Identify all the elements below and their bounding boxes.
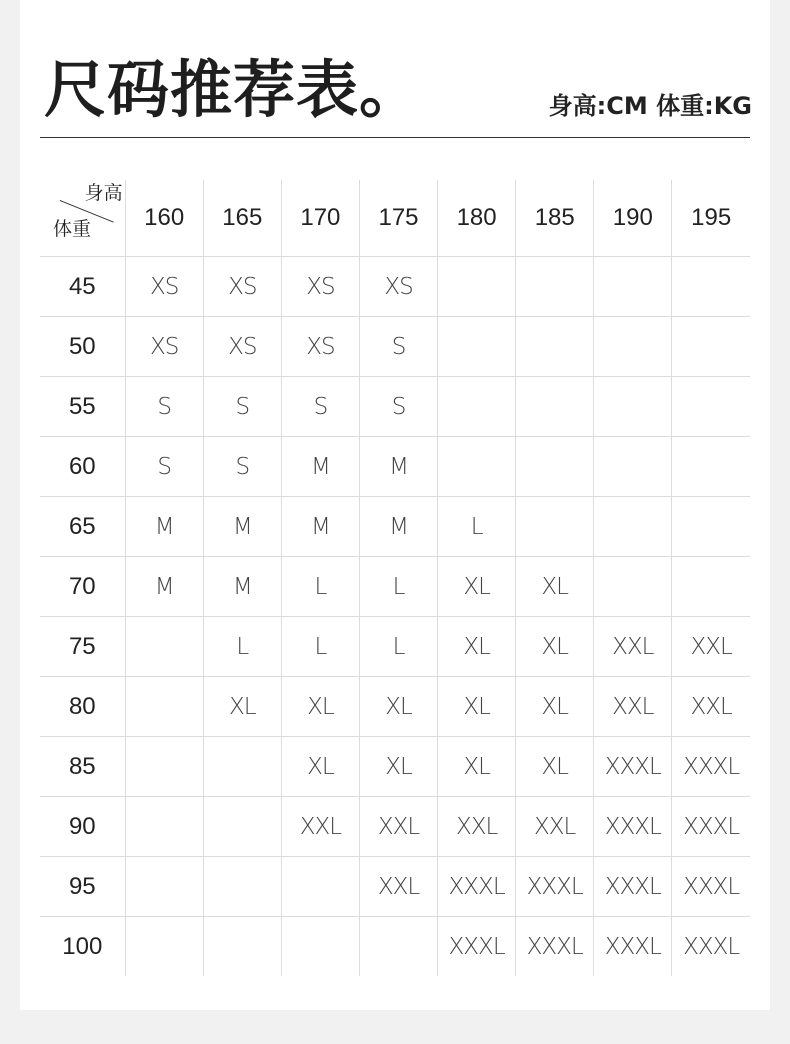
size-cell: XXL xyxy=(672,677,750,737)
size-cell xyxy=(594,377,672,437)
size-cell: M xyxy=(359,497,437,557)
size-cell xyxy=(594,557,672,617)
size-cell xyxy=(672,257,750,317)
size-cell: XS xyxy=(125,257,203,317)
size-cell: XXL xyxy=(438,797,516,857)
table-row xyxy=(40,737,750,797)
weight-row-label: 75 xyxy=(40,617,125,677)
size-cell: XXXL xyxy=(683,933,740,960)
size-cell xyxy=(438,377,516,437)
size-cell: XXXL xyxy=(672,737,750,797)
weight-row-label: 55 xyxy=(40,377,125,437)
size-cell: XXXL xyxy=(516,857,594,917)
size-cell: M xyxy=(281,437,359,497)
size-cell: XL xyxy=(438,557,516,617)
weight-row-label: 90 xyxy=(40,797,125,857)
table-row xyxy=(40,437,750,497)
size-cell xyxy=(516,257,594,317)
size-cell: S xyxy=(281,377,359,437)
table-row xyxy=(40,377,750,437)
size-cell xyxy=(281,917,359,977)
size-cell: XL xyxy=(438,737,516,797)
height-header-cell: 165 xyxy=(203,180,281,257)
table-row xyxy=(40,917,750,977)
size-cell: L xyxy=(281,557,359,617)
size-cell: M xyxy=(125,497,203,557)
size-cell: L xyxy=(359,617,437,677)
size-cell: XXL xyxy=(359,857,437,917)
size-cell: XL xyxy=(281,737,359,797)
table-row xyxy=(40,317,750,377)
size-chart-card xyxy=(20,0,770,1010)
size-cell xyxy=(516,317,594,377)
size-cell xyxy=(438,437,516,497)
size-cell: XL xyxy=(359,677,437,737)
size-cell: XS xyxy=(125,317,203,377)
size-cell: XS xyxy=(203,317,281,377)
size-cell: XL xyxy=(281,677,359,737)
size-cell: XL xyxy=(438,677,516,737)
weight-row-label: 65 xyxy=(40,497,125,557)
size-cell xyxy=(125,617,203,677)
corner-weight-label: 体重 xyxy=(53,218,92,240)
size-cell xyxy=(203,797,281,857)
size-cell: XS xyxy=(281,317,359,377)
weight-row-label: 50 xyxy=(40,317,125,377)
size-cell: XS xyxy=(203,257,281,317)
size-cell xyxy=(672,437,750,497)
size-cell xyxy=(359,917,437,977)
size-cell: XXL xyxy=(281,797,359,857)
size-cell xyxy=(125,857,203,917)
size-cell: L xyxy=(359,557,437,617)
height-header-cell: 160 xyxy=(125,180,203,257)
table-body xyxy=(40,257,750,977)
size-cell: XXL xyxy=(516,797,594,857)
size-cell: XL xyxy=(438,617,516,677)
size-cell xyxy=(281,857,359,917)
size-cell: XL xyxy=(516,737,594,797)
size-cell xyxy=(672,497,750,557)
size-cell: XXL xyxy=(359,797,437,857)
size-cell xyxy=(203,737,281,797)
title-divider xyxy=(40,137,750,138)
size-cell: XXXL xyxy=(594,857,672,917)
size-cell xyxy=(516,437,594,497)
size-cell: L xyxy=(281,617,359,677)
size-cell xyxy=(594,497,672,557)
size-cell: S xyxy=(359,377,437,437)
weight-row-label: 70 xyxy=(40,557,125,617)
size-cell xyxy=(672,317,750,377)
size-cell: XXXL xyxy=(516,917,594,977)
corner-header-cell xyxy=(40,180,125,257)
size-cell xyxy=(672,557,750,617)
size-cell: XL xyxy=(359,737,437,797)
units-note: 身高:CM 体重:KG xyxy=(548,92,752,120)
size-cell: M xyxy=(359,437,437,497)
table-row xyxy=(40,677,750,737)
size-cell: M xyxy=(125,557,203,617)
size-cell: S xyxy=(125,437,203,497)
table-row xyxy=(40,617,750,677)
size-cell xyxy=(125,677,203,737)
size-cell xyxy=(125,917,203,977)
size-cell xyxy=(125,797,203,857)
table-row xyxy=(40,557,750,617)
page-title: 尺码推荐表。 xyxy=(44,53,423,126)
size-cell: L xyxy=(438,497,516,557)
weight-row-label: 80 xyxy=(40,677,125,737)
size-cell: XXXL xyxy=(438,857,516,917)
size-cell: M xyxy=(203,557,281,617)
size-cell xyxy=(594,317,672,377)
size-cell xyxy=(438,257,516,317)
size-cell: S xyxy=(359,317,437,377)
size-cell: XL xyxy=(516,617,594,677)
height-header-cell: 180 xyxy=(438,180,516,257)
size-cell: XXXL xyxy=(438,917,516,977)
size-cell xyxy=(516,497,594,557)
weight-row-label: 95 xyxy=(40,857,125,917)
size-cell: XXXL xyxy=(672,857,750,917)
table-row xyxy=(40,797,750,857)
table-row xyxy=(40,257,750,317)
weight-row-label: 85 xyxy=(40,737,125,797)
weight-row-label: 45 xyxy=(40,257,125,317)
size-cell: XS xyxy=(359,257,437,317)
weight-row-label: 100 xyxy=(40,917,125,977)
size-cell: XXXL xyxy=(672,797,750,857)
size-cell: M xyxy=(281,497,359,557)
size-cell xyxy=(438,317,516,377)
size-cell xyxy=(594,257,672,317)
size-cell: M xyxy=(203,497,281,557)
size-cell xyxy=(516,377,594,437)
size-cell xyxy=(672,377,750,437)
size-cell: XL xyxy=(516,557,594,617)
height-header-cell: 185 xyxy=(516,180,594,257)
size-cell: XS xyxy=(281,257,359,317)
size-cell: S xyxy=(125,377,203,437)
size-cell xyxy=(594,437,672,497)
size-cell: XXXL xyxy=(594,737,672,797)
size-cell xyxy=(125,737,203,797)
table-row xyxy=(40,857,750,917)
size-cell: XXL xyxy=(594,617,672,677)
size-cell: XXXL xyxy=(594,917,672,977)
table-row xyxy=(40,497,750,557)
height-header-cell: 195 xyxy=(672,180,750,257)
size-cell: S xyxy=(203,377,281,437)
size-table xyxy=(40,180,750,976)
table-header-row xyxy=(40,180,750,257)
corner-height-label: 身高 xyxy=(84,182,123,204)
height-header-cell: 170 xyxy=(281,180,359,257)
size-cell: L xyxy=(203,617,281,677)
size-cell: XL xyxy=(203,677,281,737)
size-cell xyxy=(203,917,281,977)
size-cell: XXL xyxy=(672,617,750,677)
height-header-cell: 175 xyxy=(359,180,437,257)
size-cell: XL xyxy=(516,677,594,737)
size-cell: XXXL xyxy=(594,797,672,857)
size-cell: XXL xyxy=(594,677,672,737)
weight-row-label: 60 xyxy=(40,437,125,497)
size-cell xyxy=(203,857,281,917)
size-cell: S xyxy=(203,437,281,497)
height-header-cell: 190 xyxy=(594,180,672,257)
